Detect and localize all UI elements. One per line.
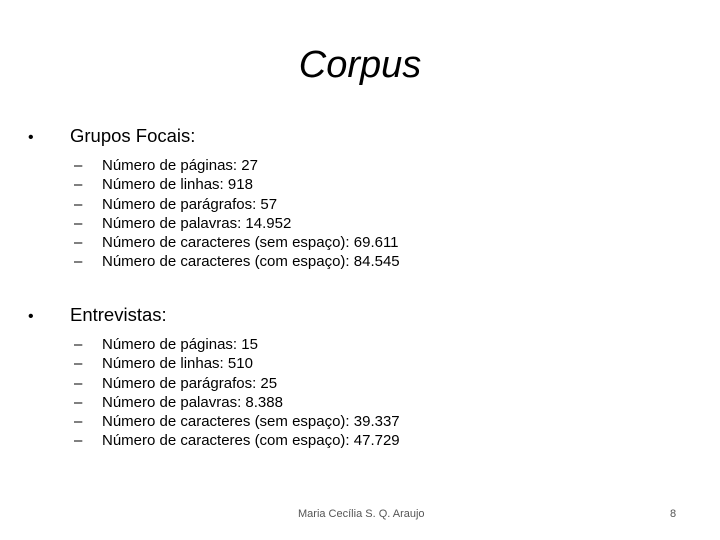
dash-icon: – [74, 157, 83, 174]
section-heading-row [28, 303, 400, 329]
list-item-text: Número de linhas: 918 [102, 176, 253, 194]
list-item [74, 412, 400, 431]
list-item-text: Número de caracteres (sem espaço): 69.611 [102, 234, 399, 252]
dash-icon: – [74, 214, 83, 232]
list-item [74, 156, 400, 175]
dash-icon: – [74, 253, 83, 271]
list-item-text: Número de parágrafos: 57 [102, 195, 278, 213]
list-item [74, 214, 400, 233]
dash-icon: – [74, 176, 83, 194]
sub-list [28, 156, 400, 272]
section-heading: Entrevistas: [70, 304, 167, 325]
footer-author: Maria Cecília S. Q. Araujo [298, 508, 425, 520]
dash-icon: – [74, 432, 83, 450]
list-item-text: Número de caracteres (com espaço): 47.729 [102, 432, 400, 450]
list-item-text: Número de caracteres (sem espaço): 39.337 [102, 413, 400, 431]
list-item [74, 195, 400, 214]
list-item-text: Número de palavras: 8.388 [102, 393, 283, 411]
dash-icon: – [74, 393, 83, 411]
section-entrevistas [28, 303, 400, 451]
list-item-text: Número de caracteres (com espaço): 84.545 [102, 253, 400, 271]
sub-list [28, 335, 400, 451]
section-heading: Grupos Focais: [70, 125, 196, 146]
list-item [74, 335, 400, 354]
list-item-text: Número de linhas: 510 [102, 355, 253, 373]
dash-icon: – [74, 336, 83, 353]
bullet-icon: • [28, 129, 34, 146]
dash-icon: – [74, 413, 83, 431]
list-item-text: Número de páginas: 27 [102, 157, 258, 174]
list-item [74, 374, 400, 393]
dash-icon: – [74, 195, 83, 213]
list-item [74, 175, 400, 194]
list-item-text: Número de palavras: 14.952 [102, 214, 292, 232]
list-item-text: Número de páginas: 15 [102, 336, 258, 353]
list-item-text: Número de parágrafos: 25 [102, 374, 278, 392]
section-grupos-focais [28, 124, 400, 272]
list-item [74, 393, 400, 412]
bullet-icon: • [28, 308, 34, 325]
list-item [74, 233, 400, 252]
list-item [74, 252, 400, 271]
dash-icon: – [74, 374, 83, 392]
list-item [74, 431, 400, 450]
dash-icon: – [74, 234, 83, 252]
page-number: 8 [670, 508, 677, 520]
list-item [74, 354, 400, 373]
slide-title: Corpus [298, 44, 422, 86]
dash-icon: – [74, 355, 83, 373]
section-heading-row [28, 124, 400, 150]
